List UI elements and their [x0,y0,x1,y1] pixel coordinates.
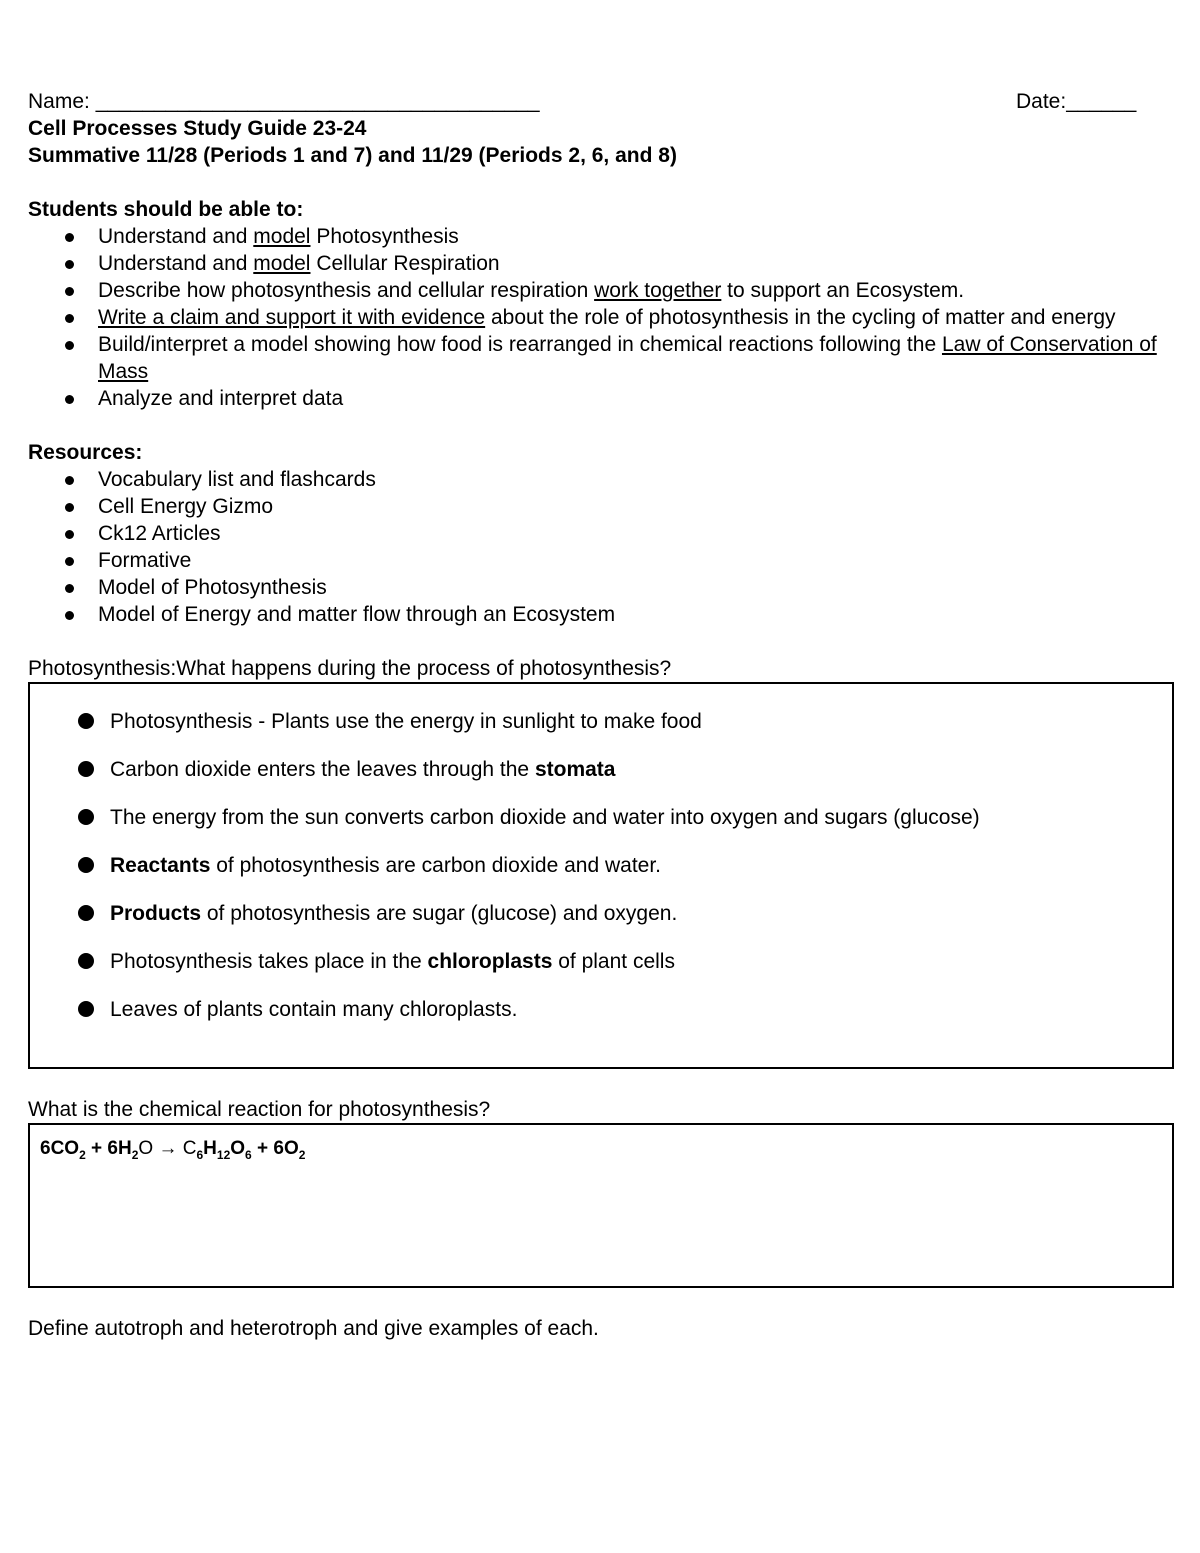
list-item: Carbon dioxide enters the leaves through the stomata [110,756,1172,804]
chemical-equation: $6CO_2 + 6H_2O \to C_6H_{12}O_6 + 6O_2$ [40,1138,306,1162]
resources-list [28,466,1174,628]
list-item: Ck12 Articles [98,520,1174,547]
study-guide-page [28,88,1174,1342]
reaction-question: What is the chemical reaction for photosynthesis? [28,1098,491,1121]
objectives-heading: Students should be able to: [28,198,304,221]
date-blank: ______ [1066,90,1137,113]
list-item: Photosynthesis - Plants use the energy in sunlight to make food [110,708,1172,756]
photosynthesis-answer-list [30,708,1172,1044]
list-item: Build/interpret a model showing how food is rearranged in chemical reactions following the Law of Conservation of Mass [98,331,1174,385]
name-blank: ______________________________________ [95,90,540,113]
list-item: Describe how photosynthesis and cellular respiration work together to support an Ecosystem. [98,277,1174,304]
page-title: Cell Processes Study Guide 23-24 [28,117,367,140]
objectives-list [28,223,1174,412]
date-label: Date: [1016,90,1067,113]
reaction-answer-box [28,1123,1174,1288]
list-item: Model of Energy and matter flow through an Ecosystem [98,601,1174,628]
date-field [1016,88,1136,115]
resources-heading: Resources: [28,441,143,464]
list-item: Understand and model Cellular Respiration [98,250,1174,277]
photosynthesis-question: Photosynthesis:What happens during the process of photosynthesis? [28,657,672,680]
list-item: Reactants of photosynthesis are carbon dioxide and water. [110,852,1172,900]
list-item: Model of Photosynthesis [98,574,1174,601]
list-item: The energy from the sun converts carbon dioxide and water into oxygen and sugars (glucose) [110,804,1172,852]
list-item: Photosynthesis takes place in the chloroplasts of plant cells [110,948,1172,996]
name-label: Name: [28,90,96,113]
list-item: Write a claim and support it with evidence about the role of photosynthesis in the cycling of matter and energy [98,304,1174,331]
name-date-row [28,88,1174,115]
list-item: Leaves of plants contain many chloroplasts. [110,996,1172,1044]
define-question: Define autotroph and heterotroph and give examples of each. [28,1317,599,1340]
page-subtitle: Summative 11/28 (Periods 1 and 7) and 11/29 (Periods 2, 6, and 8) [28,144,677,167]
list-item: Products of photosynthesis are sugar (glucose) and oxygen. [110,900,1172,948]
list-item: Formative [98,547,1174,574]
list-item: Vocabulary list and flashcards [98,466,1174,493]
list-item: Analyze and interpret data [98,385,1174,412]
list-item: Cell Energy Gizmo [98,493,1174,520]
list-item: Understand and model Photosynthesis [98,223,1174,250]
photosynthesis-answer-box [28,682,1174,1069]
